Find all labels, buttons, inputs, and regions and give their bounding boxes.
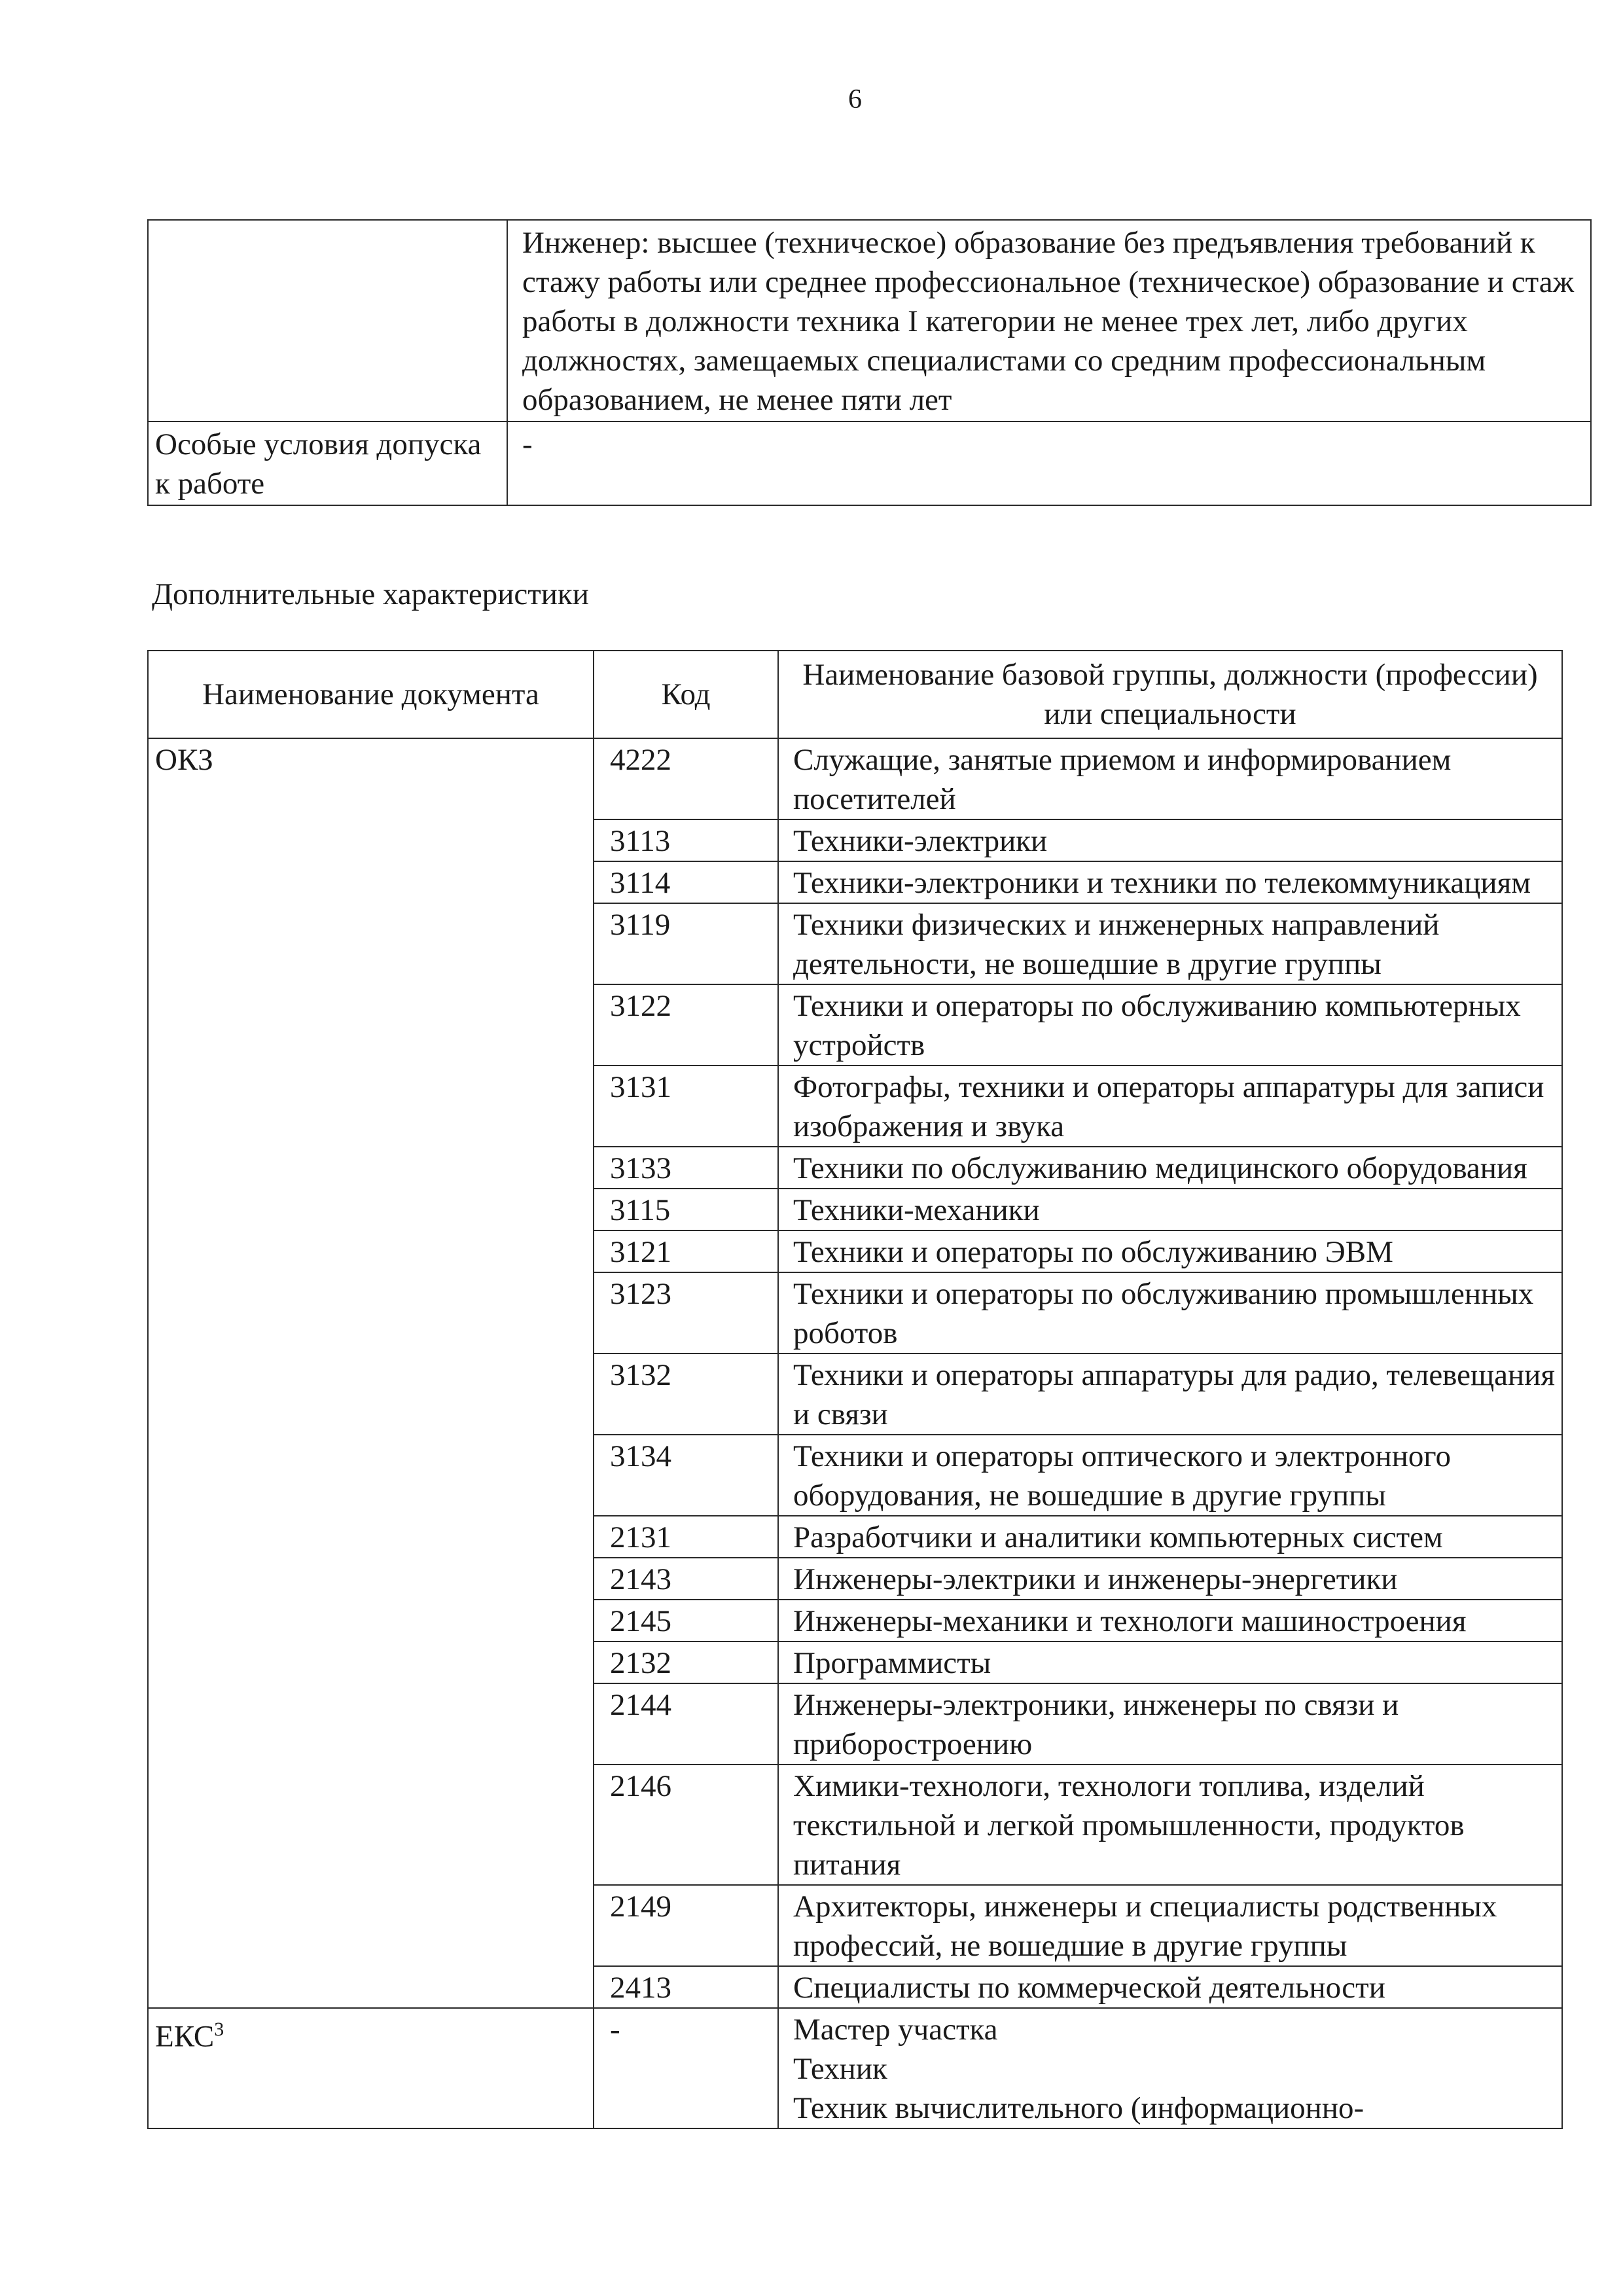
- code-cell: 3113: [594, 819, 778, 861]
- code-cell: 4222: [594, 738, 778, 819]
- empty-label-cell: [148, 220, 507, 422]
- code-cell: 3134: [594, 1435, 778, 1516]
- table-row: [148, 738, 1562, 819]
- group-name-cell: Техники и операторы оптического и электронного оборудования, не вошедшие в другие группы: [778, 1435, 1562, 1516]
- code-cell: 3122: [594, 984, 778, 1066]
- code-cell: 2145: [594, 1600, 778, 1641]
- code-cell: 3123: [594, 1272, 778, 1354]
- footnote-marker: 3: [214, 2018, 224, 2040]
- special-conditions-label: Особые условия допуска к работе: [148, 422, 507, 505]
- code-cell: 3114: [594, 861, 778, 903]
- code-cell: 2146: [594, 1765, 778, 1885]
- code-cell: 3119: [594, 903, 778, 984]
- document-name-eks: [148, 2008, 594, 2128]
- header-name: Наименование базовой группы, должности (профессии) или специальности: [778, 651, 1562, 738]
- document-name-eks-text: ЕКС: [155, 2019, 215, 2054]
- group-name-cell: Фотографы, техники и операторы аппаратуры для записи изображения и звука: [778, 1066, 1562, 1147]
- special-conditions-value: -: [507, 422, 1591, 505]
- table-row: [148, 2008, 1562, 2128]
- eks-position: Мастер участка: [793, 2013, 998, 2047]
- group-name-cell: Инженеры-электроники, инженеры по связи и приборостроению: [778, 1683, 1562, 1765]
- code-cell: 2132: [594, 1641, 778, 1683]
- group-name-cell: Техники по обслуживанию медицинского оборудования: [778, 1147, 1562, 1189]
- code-cell: 2149: [594, 1885, 778, 1966]
- group-name-cell: Разработчики и аналитики компьютерных систем: [778, 1516, 1562, 1558]
- eks-position: Техник: [793, 2052, 887, 2086]
- code-cell: 3133: [594, 1147, 778, 1189]
- code-cell: 2131: [594, 1516, 778, 1558]
- group-name-cell: Инженеры-механики и технологи машиностроения: [778, 1600, 1562, 1641]
- group-name-cell: Химики-технологи, технологи топлива, изделий текстильной и легкой промышленности, продуктов питания: [778, 1765, 1562, 1885]
- header-code: Код: [594, 651, 778, 738]
- code-cell: -: [594, 2008, 778, 2128]
- group-name-cell: Техники физических и инженерных направлений деятельности, не вошедшие в другие группы: [778, 903, 1562, 984]
- document-name-okz: ОКЗ: [148, 738, 594, 2008]
- group-name-cell: Техники-механики: [778, 1189, 1562, 1230]
- table-row: [148, 220, 1591, 422]
- group-name-cell: Техники и операторы по обслуживанию компьютерных устройств: [778, 984, 1562, 1066]
- code-cell: 3131: [594, 1066, 778, 1147]
- group-name-cell: Техники-электрики: [778, 819, 1562, 861]
- group-name-cell: Техники и операторы по обслуживанию промышленных роботов: [778, 1272, 1562, 1354]
- code-cell: 2144: [594, 1683, 778, 1765]
- group-name-cell: Техники и операторы по обслуживанию ЭВМ: [778, 1230, 1562, 1272]
- code-cell: 2413: [594, 1966, 778, 2008]
- table-row: [148, 422, 1591, 505]
- eks-position: Техник вычислительного (информационно-: [793, 2091, 1364, 2125]
- group-name-cell: Инженеры-электрики и инженеры-энергетики: [778, 1558, 1562, 1600]
- group-name-cell: Специалисты по коммерческой деятельности: [778, 1966, 1562, 2008]
- group-name-cell: Архитекторы, инженеры и специалисты родственных профессий, не вошедшие в другие группы: [778, 1885, 1562, 1966]
- characteristics-body: [148, 738, 1562, 2128]
- engineer-requirements-text: Инженер: высшее (техническое) образование без предъявления требований к стажу работы или среднее профессиональное (техническое) образование и стаж работы в должности техника I категории не менее трех лет, либо других должностях, замещаемых специалистами со средним профессиональным образованием, не менее пяти лет: [507, 220, 1591, 422]
- table-header-row: [148, 651, 1562, 738]
- characteristics-table: [147, 650, 1563, 2129]
- code-cell: 3132: [594, 1354, 778, 1435]
- header-document: Наименование документа: [148, 651, 594, 738]
- code-cell: 3115: [594, 1189, 778, 1230]
- requirements-table: [147, 219, 1592, 506]
- page-number: 6: [848, 84, 862, 115]
- code-cell: 3121: [594, 1230, 778, 1272]
- group-name-cell: Служащие, занятые приемом и информированием посетителей: [778, 738, 1562, 819]
- group-name-cell: Программисты: [778, 1641, 1562, 1683]
- group-name-cell: Техники-электроники и техники по телекоммуникациям: [778, 861, 1562, 903]
- group-name-cell: Техники и операторы аппаратуры для радио, телевещания и связи: [778, 1354, 1562, 1435]
- eks-position-list: [778, 2008, 1562, 2128]
- code-cell: 2143: [594, 1558, 778, 1600]
- section-title: Дополнительные характеристики: [152, 577, 589, 611]
